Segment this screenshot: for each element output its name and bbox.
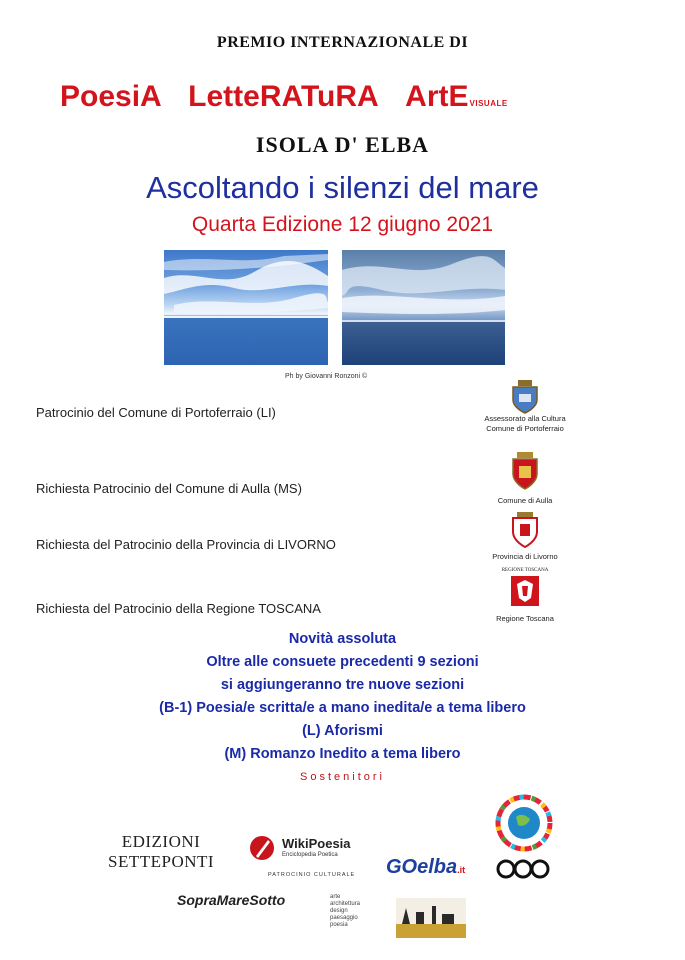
wikipoesia-name: WikiPoesia xyxy=(282,836,351,851)
toscana-crest-icon xyxy=(511,576,539,606)
aulla-crest-icon xyxy=(510,452,540,490)
sopra-sub-3: design xyxy=(330,908,348,914)
portoferraio-caption-1: Assessorato alla Cultura xyxy=(484,414,566,423)
patronage-toscana: Richiesta del Patrocinio della Regione TOSCANA xyxy=(36,601,321,616)
news-line-2: Oltre alle consuete precedenti 9 sezioni xyxy=(206,654,479,670)
award-title xyxy=(60,80,508,114)
wikipoesia-quill-icon xyxy=(248,832,278,868)
edizioni-setteponti-logo xyxy=(108,832,214,872)
patronage-aulla: Richiesta Patrocinio del Comune di Aulla (MS) xyxy=(36,481,302,496)
sopra-sub-5: poesia xyxy=(330,922,348,928)
title-word-arte: ArtE xyxy=(405,80,469,113)
toscana-caption: Regione Toscana xyxy=(496,614,554,623)
aulla-logo xyxy=(470,452,580,506)
news-line-3: si aggiungeranno tre nuove sezioni xyxy=(220,677,465,693)
global-goals-wheel-icon xyxy=(486,793,562,853)
edizioni-label: EDIZIONI xyxy=(121,832,201,851)
portoferraio-caption-2: Comune di Portoferraio xyxy=(486,424,564,433)
patronage-portoferraio: Patrocinio del Comune di Portoferraio (LI) xyxy=(36,405,276,420)
sky-photo-left xyxy=(164,250,328,365)
sky-photo-right-clouds xyxy=(342,250,505,365)
livorno-logo xyxy=(470,512,580,562)
place-title: ISOLA D' ELBA xyxy=(255,132,430,157)
sponsors-heading: Sostenitori xyxy=(300,771,385,783)
setteponti-label: SETTEPONTI xyxy=(108,852,215,871)
edition-date: Quarta Edizione 12 giugno 2021 xyxy=(191,213,494,236)
news-line-6: (M) Romanzo Inedito a tema libero xyxy=(224,746,461,762)
sopra-sub-2: architettura xyxy=(330,901,361,907)
news-line-4: (B-1) Poesia/e scritta/e a mano inedita/e a tema libero xyxy=(159,700,526,716)
sky-photo-left-clouds xyxy=(164,250,328,365)
title-word-letteratura: LetteRATuRA xyxy=(188,80,379,113)
sky-photo-right xyxy=(342,250,505,365)
livorno-crest-icon xyxy=(510,512,540,548)
lighthouse-logo xyxy=(396,898,466,943)
sopramaresotto-logo: SopraMareSotto xyxy=(177,892,286,908)
goelba-logo xyxy=(386,856,465,879)
livorno-caption: Provincia di Livorno xyxy=(492,552,558,561)
photo-credit: Ph by Giovanni Ronzoni © xyxy=(285,373,368,380)
wikipoesia-subtitle: Enciclopedia Poetica xyxy=(282,852,338,858)
title-word-poesia: PoesiA xyxy=(60,80,162,113)
news-line-1: Novità assoluta xyxy=(288,631,397,647)
wikipoesia-logo xyxy=(248,832,356,878)
patronage-livorno: Richiesta del Patrocinio della Provincia di LIVORNO xyxy=(36,537,336,552)
sopramaresotto-subtitle xyxy=(330,894,360,929)
headline: Ascoltando i silenzi del mare xyxy=(146,170,539,205)
global-goals-logo xyxy=(486,793,562,858)
aulla-caption: Comune di Aulla xyxy=(497,496,553,505)
toscana-logo xyxy=(470,568,580,624)
portoferraio-logo xyxy=(470,380,580,434)
news-line-5: (L) Aforismi xyxy=(302,723,383,739)
goelba-suffix: .it xyxy=(457,865,466,875)
sopra-sub-1: arte xyxy=(330,894,341,900)
sopra-sub-4: paesaggio xyxy=(330,915,358,921)
title-suffix-visuale: VISUALE xyxy=(469,99,508,108)
goelba-name: GOelba xyxy=(386,856,458,878)
infinity-circles-icon xyxy=(496,858,550,880)
wikipoesia-patrocinio: PATROCINIO CULTURALE xyxy=(268,872,356,878)
portoferraio-crest-icon xyxy=(510,380,540,414)
toscana-logo-label: REGIONE TOSCANA xyxy=(501,568,549,573)
award-heading: PREMIO INTERNAZIONALE DI xyxy=(216,34,469,51)
harbor-silhouette-icon xyxy=(396,898,466,938)
infinity-logo xyxy=(496,858,550,885)
